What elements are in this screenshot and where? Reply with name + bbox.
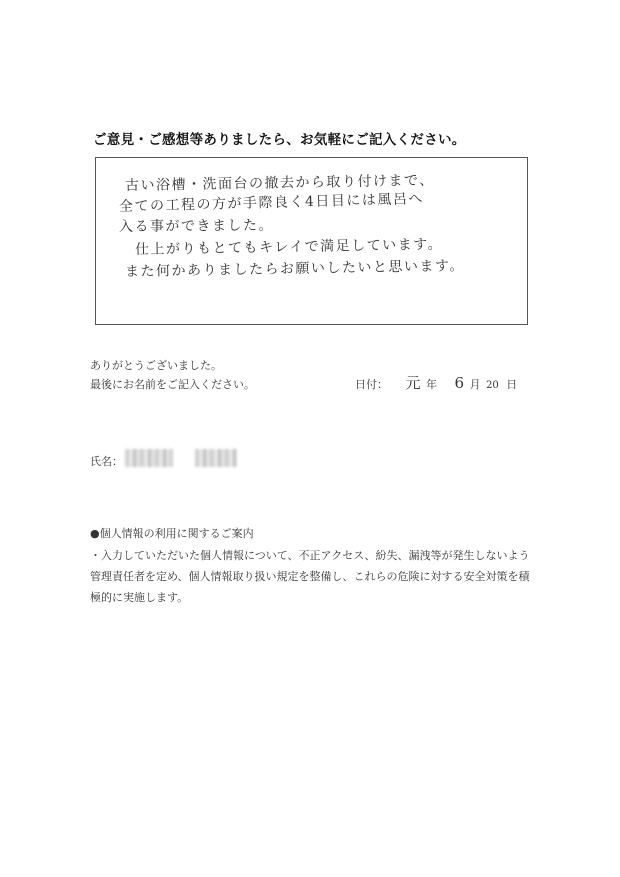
comment-line: 全ての工程の方が手際良く4日目には風呂へ [118, 191, 425, 215]
date-field [355, 372, 517, 393]
date-month: 6 [454, 374, 465, 392]
privacy-body: ・入力していただいた個人情報について、不正アクセス、紛失、漏洩等が発生しないよう管理責任者を定め、個人情報取り扱い規定を整備し、これらの危険に対する安全対策を積極的に実施します。 [90, 549, 530, 604]
feedback-heading: ご意見・ご感想等ありましたら、お気軽にご記入ください。 [93, 132, 466, 148]
name-prompt: 最後にお名前をご記入ください。 [90, 378, 255, 391]
thanks-text: ありがとうございました。 [90, 359, 222, 372]
date-label: 日付： [355, 378, 388, 391]
redacted-block [195, 449, 237, 467]
comment-box [95, 157, 528, 325]
comment-line: 仕上がりもとてもキレイで満足しています。 [134, 236, 444, 258]
redacted-gap [177, 449, 191, 467]
comment-line: 古い浴槽・洗面台の撤去から取り付けまで、 [124, 172, 435, 194]
comment-line: また何かありましたらお願いしたいと思います。 [124, 258, 465, 280]
date-era: 元 [405, 374, 421, 392]
year-unit: 年 [426, 378, 438, 391]
redacted-block [125, 449, 173, 467]
redacted-name [125, 446, 245, 470]
privacy-title: ●個人情報の利用に関するご案内 [90, 527, 254, 540]
month-unit: 月 [469, 378, 481, 391]
comment-line: 入る事ができました。 [118, 217, 275, 235]
privacy-notice [90, 525, 540, 608]
name-label: 氏名： [90, 455, 123, 468]
date-day: 20 [486, 380, 499, 391]
day-unit: 日 [506, 378, 518, 391]
